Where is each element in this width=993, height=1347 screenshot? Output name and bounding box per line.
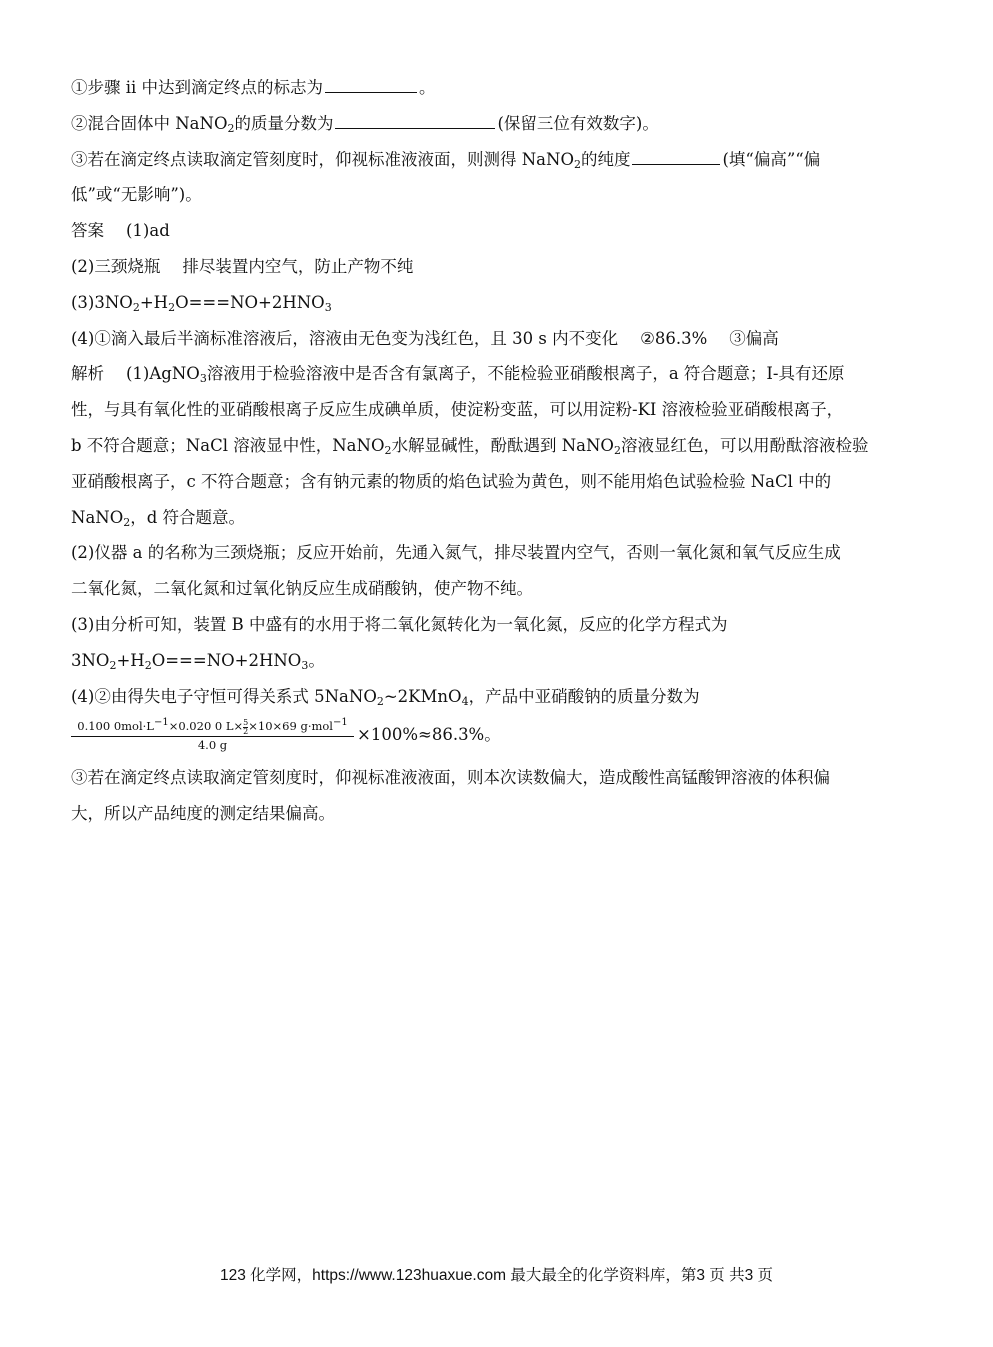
question-step-3: ③若在滴定终点读取滴定管刻度时，仰视标准液液面，则测得 NaNO$_2$的纯度 (填“偏高”“偏 (71, 149, 821, 171)
answer-blank (325, 91, 417, 93)
explanation-12: 大，所以产品纯度的测定结果偏高。 (71, 804, 335, 824)
explanation-5: NaNO$_2$，d 符合题意。 (71, 507, 246, 529)
fraction-result: ×100%≈86.3%。 (357, 725, 501, 745)
question-step-1: ①步骤 ii 中达到滴定终点的标志为 。 (71, 78, 436, 97)
explanation-1: 解析 (1)AgNO$_3$溶液用于检验溶液中是否含有氯离子，不能检验亚硝酸根离子，a 符合题意；I-具有还原 (71, 364, 845, 386)
answer-blank (632, 163, 720, 165)
inner-fraction: $\frac{5}{2}$ (243, 717, 249, 736)
answer-blank (335, 127, 495, 129)
explanation-9: $3NO_2+H_2O===NO+2HNO_3$。 (71, 650, 325, 672)
explanation-10: (4)②由得失电子守恒可得关系式 5NaNO$_2$~2KMnO$_4$，产品中亚硝酸钠的质量分数为 (71, 686, 700, 708)
fraction-denominator: 4.0 g (197, 737, 228, 752)
page-footer: 123 化学网，https://www.123huaxue.com 最大最全的化学资料库，第3 页 共3 页 (220, 1267, 773, 1284)
fraction-formula (71, 714, 941, 760)
answer-4: (4)①滴入最后半滴标准溶液后，溶液由无色变为浅红色，且 30 s 内不变化 ②86.3% ③偏高 (71, 328, 779, 348)
fraction (71, 718, 354, 753)
answer-2: (2)三颈烧瓶 排尽装置内空气，防止产物不纯 (71, 256, 414, 276)
explanation-2: 性，与具有氧化性的亚硝酸根离子反应生成碘单质，使淀粉变蓝，可以用淀粉-KI 溶液检验亚硝酸根离子， (71, 400, 844, 420)
explanation-11: ③若在滴定终点读取滴定管刻度时，仰视标准液液面，则本次读数偏大，造成酸性高锰酸钾溶液的体积偏 (71, 768, 830, 788)
explanation-4: 亚硝酸根离子，c 不符合题意；含有钠元素的物质的焰色试验为黄色，则不能用焰色试验检验 NaCl 中的 (71, 471, 832, 491)
fraction-numerator: 0.100 $0mol\cdot L^{-1}\times 0.020$ 0 L× $\frac{5}{2}$ ×10×69 g·mol$^{-1}$ (77, 717, 348, 736)
answer-3: $(3)3NO_2+H_2O===NO+2HNO_3$ (71, 292, 332, 314)
question-step-2: ②混合固体中 NaNO$_2$的质量分数为 (保留三位有效数字)。 (71, 113, 659, 135)
explanation-3: b 不符合题意；NaCl 溶液显中性，NaNO$_2$水解显碱性，酚酞遇到 NaNO$_2$溶液显红色，可以用酚酞溶液检验 (71, 435, 869, 457)
explanation-7: 二氧化氮，二氧化氮和过氧化钠反应生成硝酸钠，使产物不纯。 (71, 579, 533, 599)
question-step-3-cont: 低”或“无影响”)。 (71, 185, 202, 205)
explanation-6: (2)仪器 a 的名称为三颈烧瓶；反应开始前，先通入氮气，排尽装置内空气，否则一氧化氮和氧气反应生成 (71, 543, 841, 563)
document-body (71, 70, 941, 832)
explanation-8: (3)由分析可知，装置 B 中盛有的水用于将二氧化氮转化为一氧化氮，反应的化学方程式为 (71, 614, 728, 634)
answer-heading: 答案 (1)ad (71, 221, 170, 241)
